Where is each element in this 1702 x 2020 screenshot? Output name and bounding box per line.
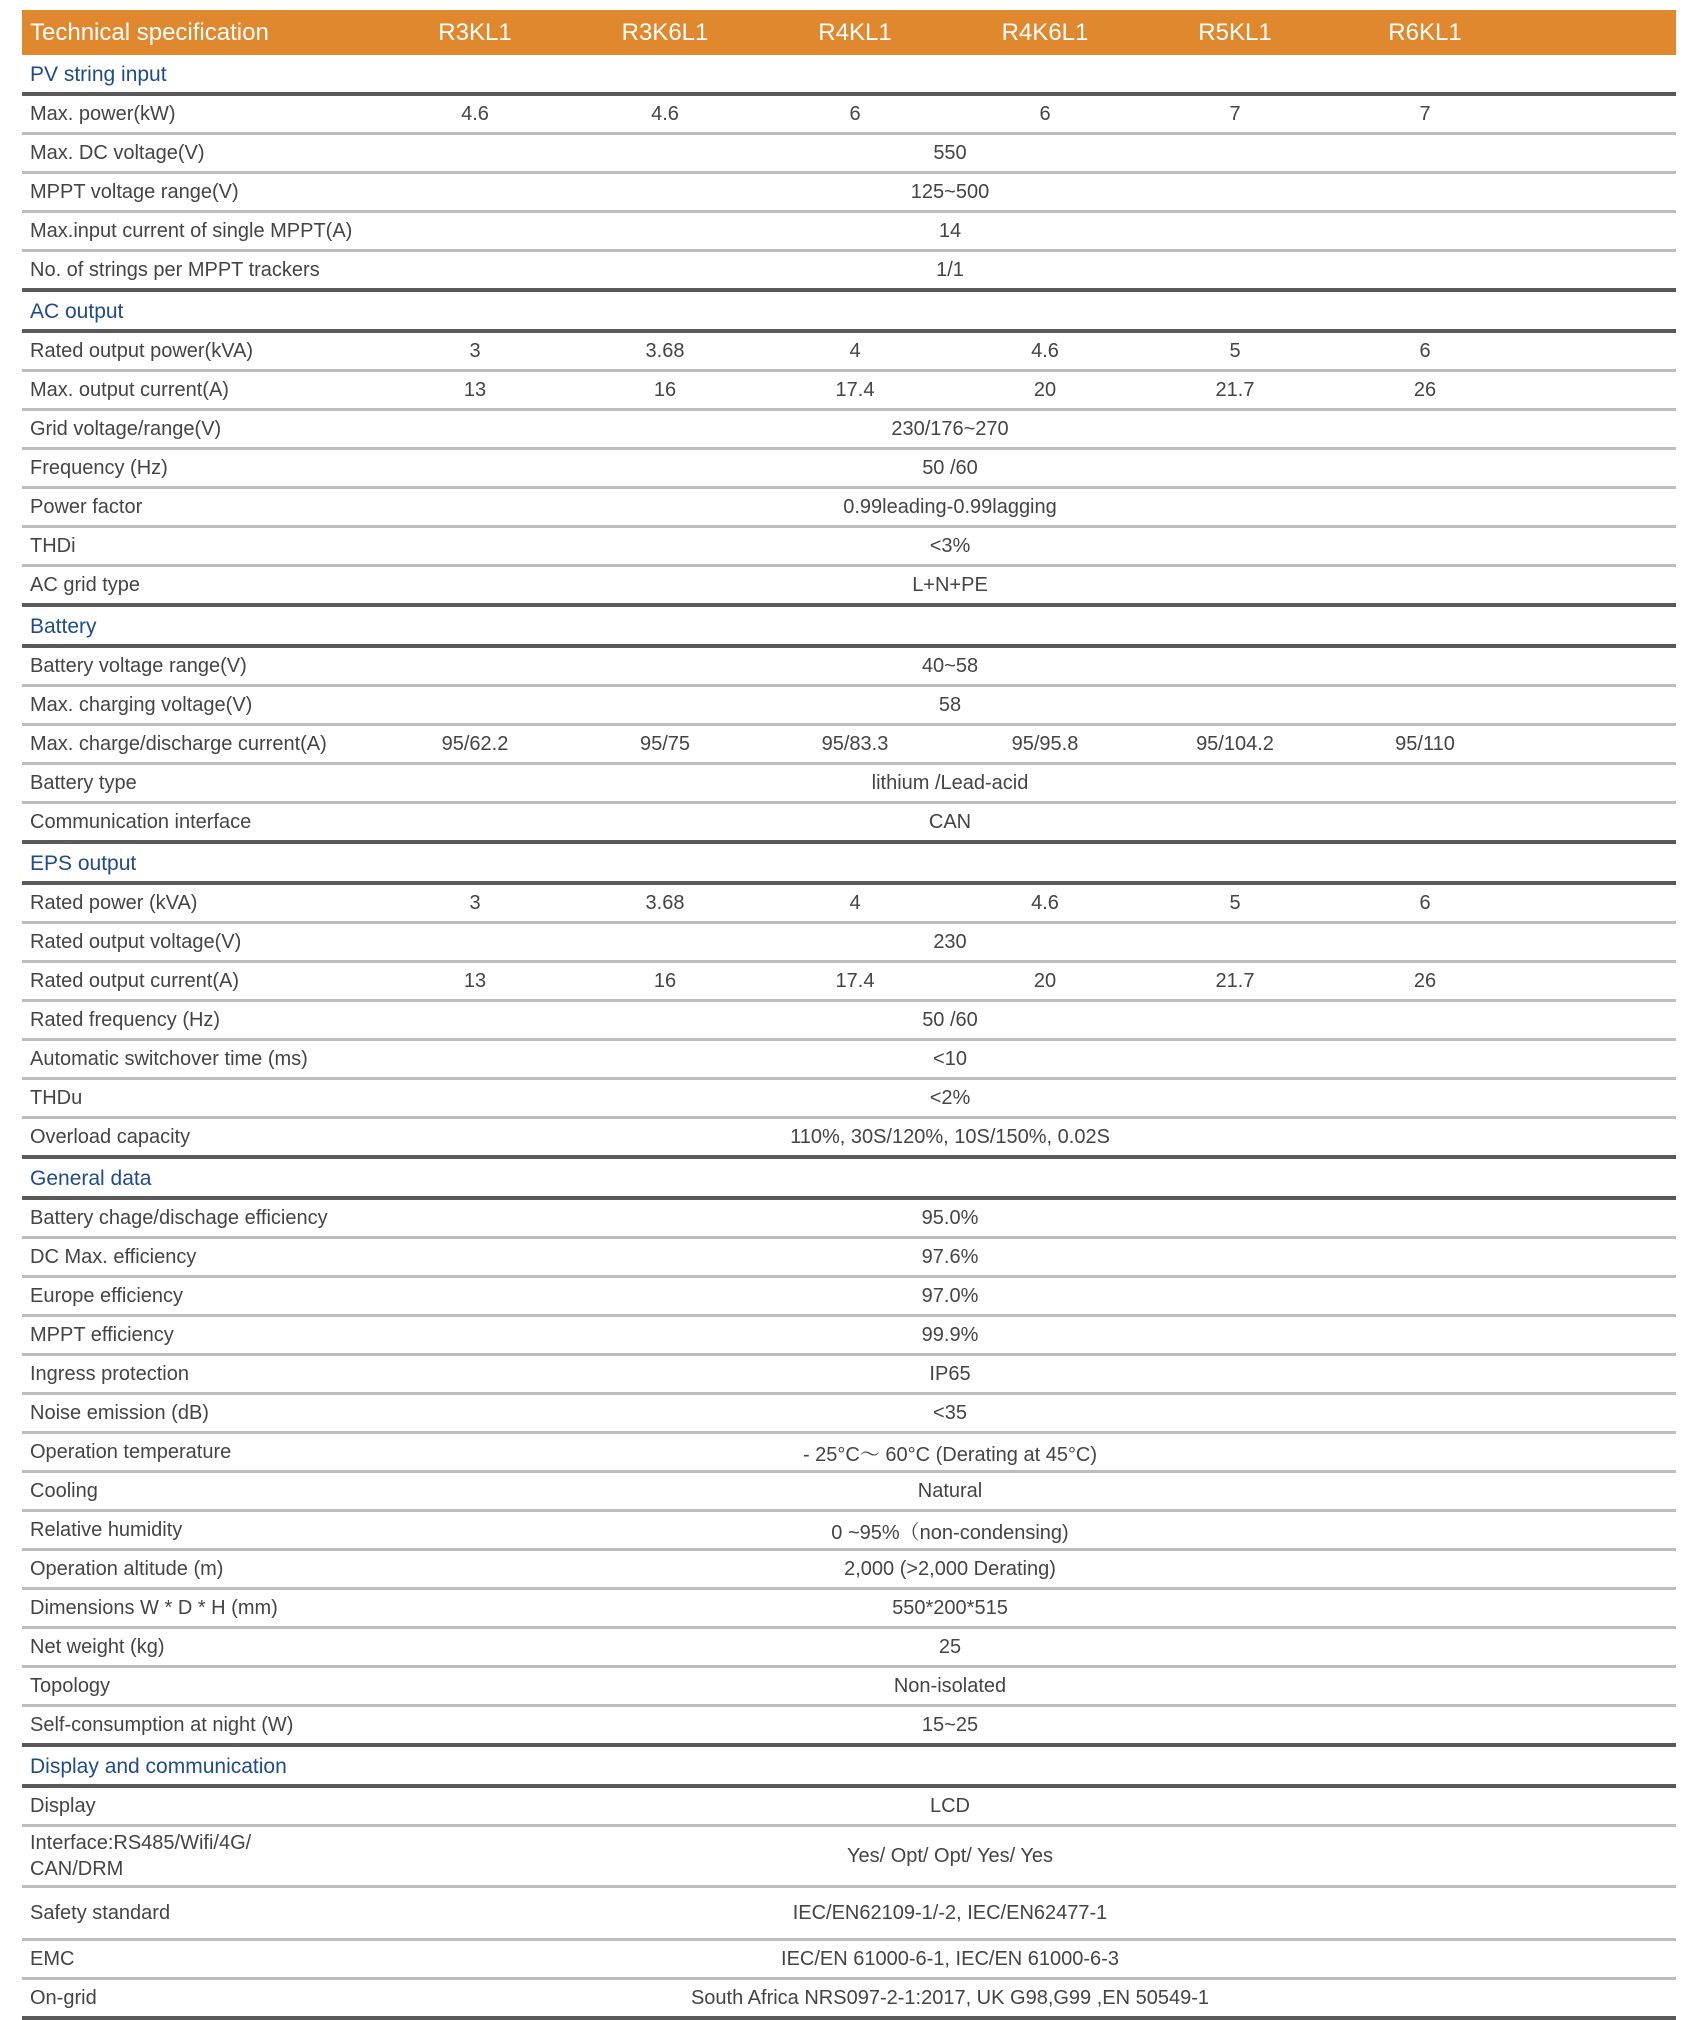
spec-row <box>22 134 1676 173</box>
spec-row <box>22 764 1676 803</box>
spec-spacer <box>1520 1667 1676 1706</box>
spec-merged-value: 110%, 30S/120%, 10S/150%, 0.02S <box>380 1118 1520 1158</box>
spec-label: On-grid <box>22 1979 380 2019</box>
spec-row <box>22 1589 1676 1628</box>
spec-spacer <box>1520 371 1676 410</box>
spec-merged-value: <35 <box>380 1394 1520 1433</box>
spec-spacer <box>1520 1079 1676 1118</box>
spec-label: Cooling <box>22 1472 380 1511</box>
spec-label: Automatic switchover time (ms) <box>22 1040 380 1079</box>
spec-row <box>22 1550 1676 1589</box>
spec-spacer <box>1520 1706 1676 1746</box>
spec-label: Rated power (kVA) <box>22 883 380 923</box>
spec-row <box>22 371 1676 410</box>
spec-table <box>22 10 1676 2020</box>
spec-label: Battery voltage range(V) <box>22 646 380 686</box>
spec-value: 20 <box>950 371 1140 410</box>
spec-merged-value: Natural <box>380 1472 1520 1511</box>
spec-value: 17.4 <box>760 962 950 1001</box>
spec-spacer <box>1520 1198 1676 1238</box>
spec-label: Dimensions W * D * H (mm) <box>22 1589 380 1628</box>
spec-spacer <box>1520 251 1676 291</box>
spec-merged-value: 230 <box>380 923 1520 962</box>
spec-value: 3 <box>380 883 570 923</box>
spec-spacer <box>1520 923 1676 962</box>
spec-merged-value: - 25°C～ 60°C (Derating at 45°C) <box>380 1433 1520 1472</box>
spec-merged-value: 0 ~95%（non-condensing) <box>380 1511 1520 1550</box>
spec-row <box>22 1316 1676 1355</box>
spec-value: 7 <box>1330 94 1520 134</box>
spec-label <box>22 1826 380 1887</box>
spec-row <box>22 1394 1676 1433</box>
spec-spacer <box>1520 1628 1676 1667</box>
spec-spacer <box>1520 1394 1676 1433</box>
spec-label: Communication interface <box>22 803 380 843</box>
section-header-row <box>22 842 1676 883</box>
spec-sheet <box>22 10 1676 2020</box>
section-header-row <box>22 605 1676 646</box>
spec-label: Self-consumption at night (W) <box>22 1706 380 1746</box>
spec-row <box>22 1786 1676 1826</box>
spec-merged-value: 0.99leading-0.99lagging <box>380 488 1520 527</box>
spec-spacer <box>1520 725 1676 764</box>
spec-value: 26 <box>1330 371 1520 410</box>
spec-row <box>22 410 1676 449</box>
spec-row <box>22 725 1676 764</box>
spec-value: 6 <box>1330 883 1520 923</box>
spec-label: Grid voltage/range(V) <box>22 410 380 449</box>
spec-label: AC grid type <box>22 566 380 606</box>
spec-merged-value: Yes/ Opt/ Opt/ Yes/ Yes <box>380 1826 1520 1887</box>
spec-spacer <box>1520 94 1676 134</box>
spec-spacer <box>1520 1786 1676 1826</box>
spec-value: 95/110 <box>1330 725 1520 764</box>
spec-spacer <box>1520 1001 1676 1040</box>
spec-merged-value: 40~58 <box>380 646 1520 686</box>
spec-row <box>22 1940 1676 1979</box>
spec-row <box>22 646 1676 686</box>
spec-row <box>22 331 1676 371</box>
spec-value: 16 <box>570 962 760 1001</box>
spec-value: 5 <box>1140 331 1330 371</box>
spec-spacer <box>1520 1118 1676 1158</box>
spec-label: Power factor <box>22 488 380 527</box>
spec-value: 5 <box>1140 883 1330 923</box>
spec-row <box>22 1238 1676 1277</box>
spec-merged-value: CAN <box>380 803 1520 843</box>
spec-row <box>22 1628 1676 1667</box>
spec-value: 95/104.2 <box>1140 725 1330 764</box>
table-header-row <box>22 10 1676 55</box>
spec-label: Net weight (kg) <box>22 1628 380 1667</box>
spec-value: 7 <box>1140 94 1330 134</box>
spec-merged-value: 230/176~270 <box>380 410 1520 449</box>
spec-label-line: Interface:RS485/Wifi/4G/ <box>30 1832 252 1854</box>
spec-value: 20 <box>950 962 1140 1001</box>
spec-label: No. of strings per MPPT trackers <box>22 251 380 291</box>
spec-spacer <box>1520 173 1676 212</box>
spec-merged-value: LCD <box>380 1786 1520 1826</box>
spec-merged-value: 550*200*515 <box>380 1589 1520 1628</box>
section-header-row <box>22 1157 1676 1198</box>
spec-label: Battery type <box>22 764 380 803</box>
spec-label: Europe efficiency <box>22 1277 380 1316</box>
section-title: Display and communication <box>22 1745 1676 1786</box>
spec-value: 21.7 <box>1140 371 1330 410</box>
section-header-row <box>22 290 1676 331</box>
spec-row <box>22 1979 1676 2019</box>
spec-row <box>22 1118 1676 1158</box>
spec-row <box>22 566 1676 606</box>
spec-label: Noise emission (dB) <box>22 1394 380 1433</box>
spec-label: Ingress protection <box>22 1355 380 1394</box>
spec-value: 13 <box>380 371 570 410</box>
spec-label: DC Max. efficiency <box>22 1238 380 1277</box>
spec-merged-value: 99.9% <box>380 1316 1520 1355</box>
spec-label: Max. DC voltage(V) <box>22 134 380 173</box>
section-header-row <box>22 55 1676 94</box>
spec-merged-value: 2,000 (>2,000 Derating) <box>380 1550 1520 1589</box>
spec-merged-value: <3% <box>380 527 1520 566</box>
spec-spacer <box>1520 527 1676 566</box>
spec-row <box>22 883 1676 923</box>
spec-value: 95/83.3 <box>760 725 950 764</box>
spec-label: THDu <box>22 1079 380 1118</box>
spec-row <box>22 173 1676 212</box>
section-title: PV string input <box>22 55 1676 94</box>
spec-spacer <box>1520 764 1676 803</box>
spec-value: 95/62.2 <box>380 725 570 764</box>
model-column-header: R3K6L1 <box>570 10 760 55</box>
spec-value: 26 <box>1330 962 1520 1001</box>
spec-row <box>22 1472 1676 1511</box>
spec-spacer <box>1520 1979 1676 2019</box>
spec-merged-value: L+N+PE <box>380 566 1520 606</box>
section-title: EPS output <box>22 842 1676 883</box>
spec-spacer <box>1520 1550 1676 1589</box>
spec-spacer <box>1520 566 1676 606</box>
spec-value: 13 <box>380 962 570 1001</box>
spec-row <box>22 1355 1676 1394</box>
spec-value: 4.6 <box>950 331 1140 371</box>
spec-spacer <box>1520 803 1676 843</box>
spec-spacer <box>1520 1316 1676 1355</box>
spec-spacer <box>1520 883 1676 923</box>
spec-spacer <box>1520 1940 1676 1979</box>
section-header-row <box>22 1745 1676 1786</box>
spec-spacer <box>1520 134 1676 173</box>
model-column-header: R6KL1 <box>1330 10 1520 55</box>
spec-row <box>22 962 1676 1001</box>
spec-label: Rated output power(kVA) <box>22 331 380 371</box>
section-title: Battery <box>22 605 1676 646</box>
spec-spacer <box>1520 449 1676 488</box>
spec-spacer <box>1520 962 1676 1001</box>
spec-value: 6 <box>950 94 1140 134</box>
spec-row <box>22 1706 1676 1746</box>
spec-value: 4 <box>760 331 950 371</box>
spec-spacer <box>1520 488 1676 527</box>
spec-label: Rated output current(A) <box>22 962 380 1001</box>
spec-spacer <box>1520 1887 1676 1940</box>
spec-merged-value: 50 /60 <box>380 1001 1520 1040</box>
spec-row <box>22 1040 1676 1079</box>
spec-merged-value: 50 /60 <box>380 449 1520 488</box>
spec-value: 17.4 <box>760 371 950 410</box>
spec-merged-value: 125~500 <box>380 173 1520 212</box>
spec-row <box>22 94 1676 134</box>
spec-label-line: CAN/DRM <box>30 1858 124 1880</box>
spec-label: Topology <box>22 1667 380 1706</box>
spec-label: Frequency (Hz) <box>22 449 380 488</box>
spec-row <box>22 1667 1676 1706</box>
spec-spacer <box>1520 1238 1676 1277</box>
spec-label: MPPT voltage range(V) <box>22 173 380 212</box>
spec-merged-value: Non-isolated <box>380 1667 1520 1706</box>
header-title: Technical specification <box>22 10 380 55</box>
spec-label: Overload capacity <box>22 1118 380 1158</box>
spec-spacer <box>1520 1511 1676 1550</box>
spec-spacer <box>1520 1589 1676 1628</box>
spec-value: 6 <box>760 94 950 134</box>
spec-row <box>22 1277 1676 1316</box>
spec-row <box>22 1887 1676 1940</box>
spec-merged-value: <10 <box>380 1040 1520 1079</box>
spec-spacer <box>1520 331 1676 371</box>
spec-value: 16 <box>570 371 760 410</box>
spec-label: Rated output voltage(V) <box>22 923 380 962</box>
section-title: AC output <box>22 290 1676 331</box>
model-column-header: R4K6L1 <box>950 10 1140 55</box>
spec-merged-value: 550 <box>380 134 1520 173</box>
spec-row <box>22 1198 1676 1238</box>
spec-merged-value: <2% <box>380 1079 1520 1118</box>
spec-spacer <box>1520 646 1676 686</box>
spec-spacer <box>1520 1433 1676 1472</box>
section-title: General data <box>22 1157 1676 1198</box>
spec-value: 3 <box>380 331 570 371</box>
spec-body <box>22 55 1676 2018</box>
spec-merged-value: 58 <box>380 686 1520 725</box>
spec-value: 4.6 <box>950 883 1140 923</box>
spec-spacer <box>1520 212 1676 251</box>
spec-label: Max. output current(A) <box>22 371 380 410</box>
spec-spacer <box>1520 1472 1676 1511</box>
spec-spacer <box>1520 686 1676 725</box>
spec-row <box>22 1001 1676 1040</box>
spec-label: Operation temperature <box>22 1433 380 1472</box>
model-column-header: R3KL1 <box>380 10 570 55</box>
header-spacer <box>1520 10 1676 55</box>
spec-label: Battery chage/dischage efficiency <box>22 1198 380 1238</box>
spec-value: 95/95.8 <box>950 725 1140 764</box>
spec-spacer <box>1520 1040 1676 1079</box>
spec-spacer <box>1520 1277 1676 1316</box>
spec-merged-value: 1/1 <box>380 251 1520 291</box>
spec-row <box>22 449 1676 488</box>
spec-label: Max. charging voltage(V) <box>22 686 380 725</box>
spec-row <box>22 923 1676 962</box>
spec-value: 4.6 <box>380 94 570 134</box>
spec-label: Relative humidity <box>22 1511 380 1550</box>
spec-label: Max. power(kW) <box>22 94 380 134</box>
spec-label: THDi <box>22 527 380 566</box>
spec-merged-value: 14 <box>380 212 1520 251</box>
model-column-header: R4KL1 <box>760 10 950 55</box>
spec-value: 95/75 <box>570 725 760 764</box>
spec-label: MPPT efficiency <box>22 1316 380 1355</box>
spec-label: Max. charge/discharge current(A) <box>22 725 380 764</box>
model-column-header: R5KL1 <box>1140 10 1330 55</box>
spec-row <box>22 686 1676 725</box>
spec-value: 4.6 <box>570 94 760 134</box>
spec-row <box>22 1079 1676 1118</box>
spec-label: EMC <box>22 1940 380 1979</box>
spec-merged-value: IEC/EN 61000-6-1, IEC/EN 61000-6-3 <box>380 1940 1520 1979</box>
spec-label: Safety standard <box>22 1887 380 1940</box>
spec-merged-value: 95.0% <box>380 1198 1520 1238</box>
spec-spacer <box>1520 410 1676 449</box>
spec-row <box>22 488 1676 527</box>
spec-row <box>22 527 1676 566</box>
spec-merged-value: 15~25 <box>380 1706 1520 1746</box>
spec-merged-value: IP65 <box>380 1355 1520 1394</box>
spec-value: 6 <box>1330 331 1520 371</box>
spec-row <box>22 1826 1676 1887</box>
spec-merged-value: 97.0% <box>380 1277 1520 1316</box>
spec-row <box>22 1433 1676 1472</box>
spec-label: Display <box>22 1786 380 1826</box>
spec-label: Max.input current of single MPPT(A) <box>22 212 380 251</box>
spec-merged-value: South Africa NRS097-2-1:2017, UK G98,G99 ,EN 50549-1 <box>380 1979 1520 2019</box>
spec-label: Rated frequency (Hz) <box>22 1001 380 1040</box>
spec-value: 4 <box>760 883 950 923</box>
spec-merged-value: 97.6% <box>380 1238 1520 1277</box>
spec-merged-value: IEC/EN62109-1/-2, IEC/EN62477-1 <box>380 1887 1520 1940</box>
spec-row <box>22 212 1676 251</box>
spec-spacer <box>1520 1355 1676 1394</box>
spec-spacer <box>1520 1826 1676 1887</box>
spec-label: Operation altitude (m) <box>22 1550 380 1589</box>
spec-merged-value: 25 <box>380 1628 1520 1667</box>
spec-value: 3.68 <box>570 331 760 371</box>
spec-row <box>22 1511 1676 1550</box>
spec-row <box>22 803 1676 843</box>
spec-value: 21.7 <box>1140 962 1330 1001</box>
spec-value: 3.68 <box>570 883 760 923</box>
spec-merged-value: lithium /Lead-acid <box>380 764 1520 803</box>
spec-row <box>22 251 1676 291</box>
